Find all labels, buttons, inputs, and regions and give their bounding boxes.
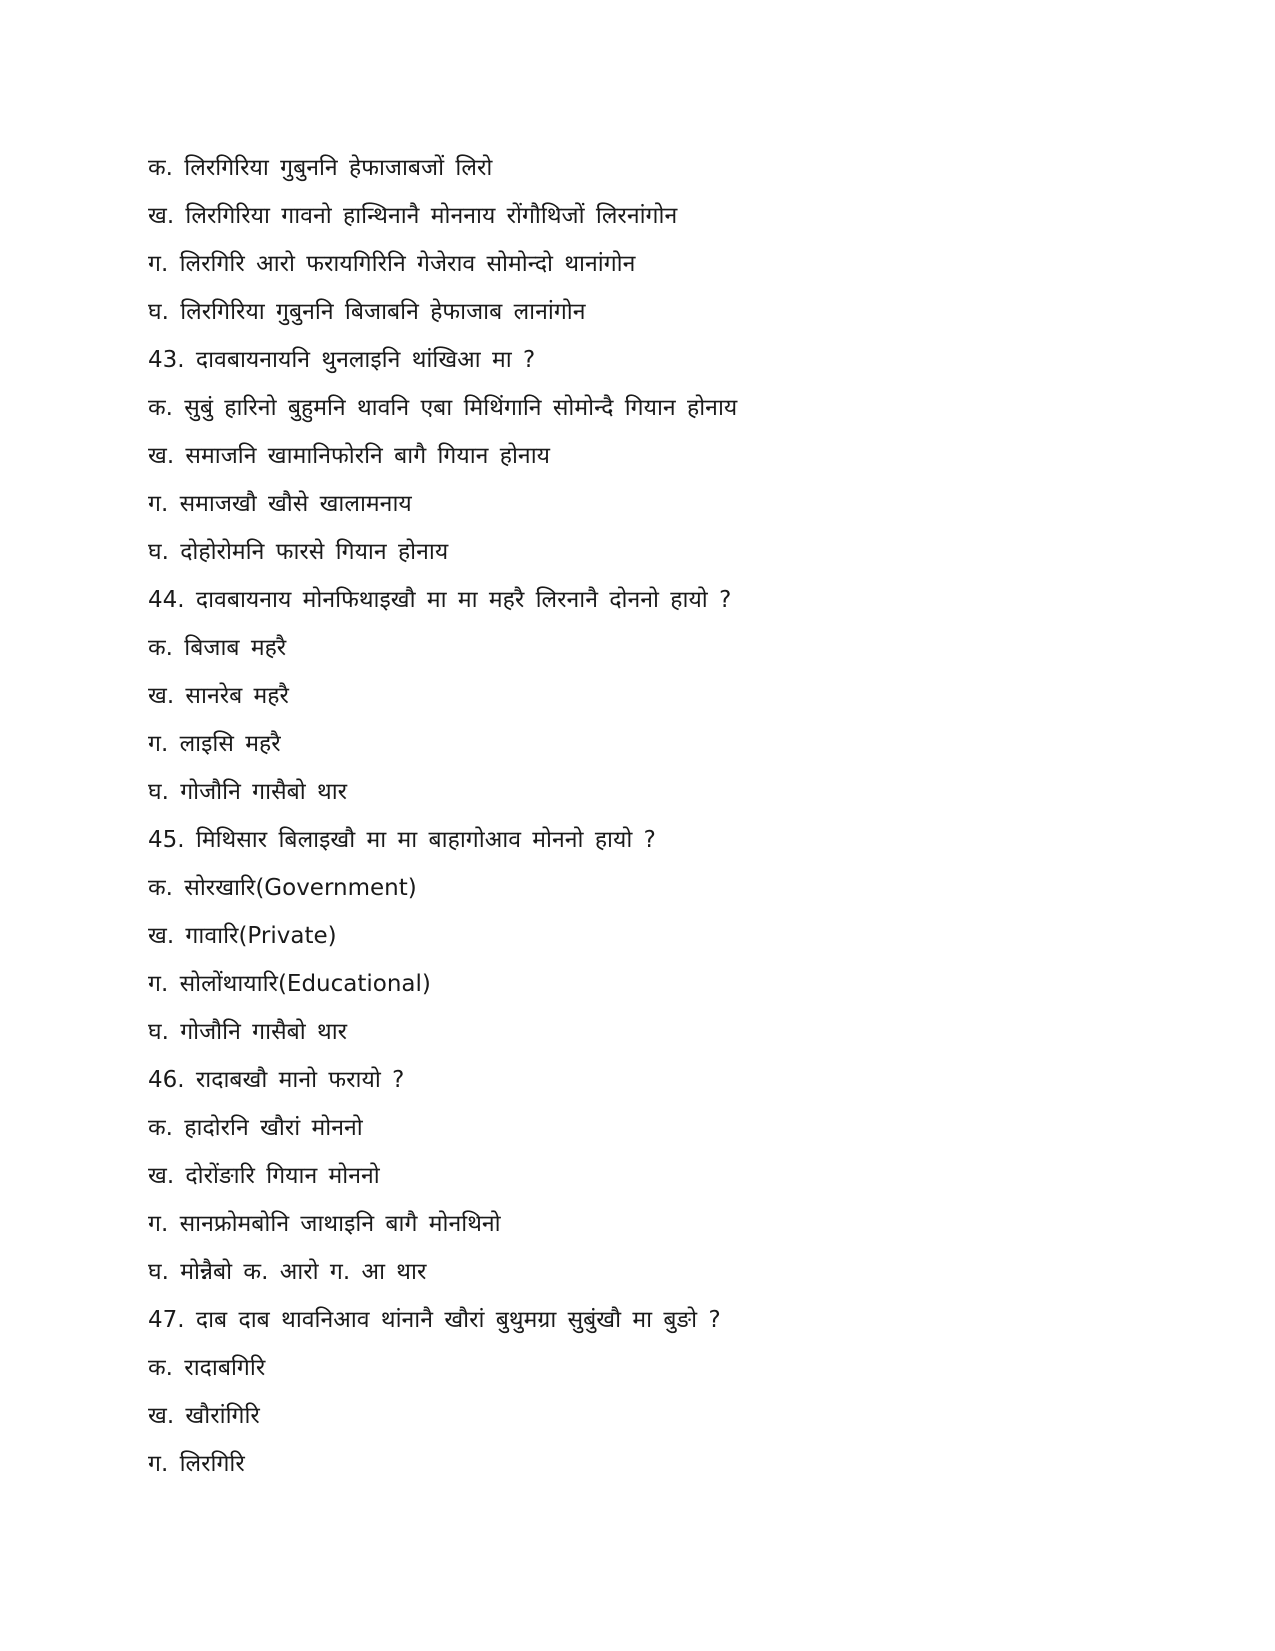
question-list <box>148 144 1228 1488</box>
option-line: ख. सानरेब महरै <box>148 683 289 709</box>
option-line: घ. मोन्नैबो क. आरो ग. आ थार <box>148 1259 427 1285</box>
option-line: ग. सानफ्रोमबोनि जाथाइनि बागै मोनथिनो <box>148 1211 501 1237</box>
option-line: क. सोरखारि(Government) <box>148 875 417 901</box>
option-line: घ. लिरगिरिया गुबुननि बिजाबनि हेफाजाब लानांगोन <box>148 299 586 325</box>
option-line: क. हादोरनि खौरां मोननो <box>148 1115 363 1141</box>
option-line: ख. गावारि(Private) <box>148 923 337 949</box>
option-line: ग. समाजखौ खौसे खालामनाय <box>148 491 412 517</box>
option-line: ग. लाइसि महरै <box>148 731 281 757</box>
option-line: क. बिजाब महरै <box>148 635 287 661</box>
question-47: 47. दाब दाब थावनिआव थांनानै खौरां बुथुमग्रा सुबुंखौ मा बुङो ? <box>148 1307 721 1333</box>
option-line: ख. खौरांगिरि <box>148 1403 260 1429</box>
option-line: क. सुबुं हारिनो बुहुमनि थावनि एबा मिथिंगानि सोमोन्दै गियान होनाय <box>148 395 738 421</box>
option-line: घ. दोहोरोमनि फारसे गियान होनाय <box>148 539 449 565</box>
question-45: 45. मिथिसार बिलाइखौ मा मा बाहागोआव मोननो हायो ? <box>148 827 656 853</box>
question-43: 43. दावबायनायनि थुनलाइनि थांखिआ मा ? <box>148 347 536 373</box>
option-line: ग. लिरगिरि <box>148 1451 245 1477</box>
question-46: 46. रादाबखौ मानो फरायो ? <box>148 1067 405 1093</box>
option-line: क. लिरगिरिया गुबुननि हेफाजाबजों लिरो <box>148 155 493 181</box>
option-line: ग. सोलोंथायारि(Educational) <box>148 971 431 997</box>
option-line: ख. समाजनि खामानिफोरनि बागै गियान होनाय <box>148 443 550 469</box>
question-44: 44. दावबायनाय मोनफिथाइखौ मा मा महरै लिरनानै दोननो हायो ? <box>148 587 732 613</box>
option-line: ख. लिरगिरिया गावनो हान्थिनानै मोननाय रोंगौथिजों लिरनांगोन <box>148 203 678 229</box>
option-line: घ. गोजौनि गासैबो थार <box>148 779 348 805</box>
option-line: ग. लिरगिरि आरो फरायगिरिनि गेजेराव सोमोन्दो थानांगोन <box>148 251 636 277</box>
option-line: घ. गोजौनि गासैबो थार <box>148 1019 348 1045</box>
option-line: ख. दोरोंङारि गियान मोननो <box>148 1163 380 1189</box>
option-line: क. रादाबगिरि <box>148 1355 266 1381</box>
